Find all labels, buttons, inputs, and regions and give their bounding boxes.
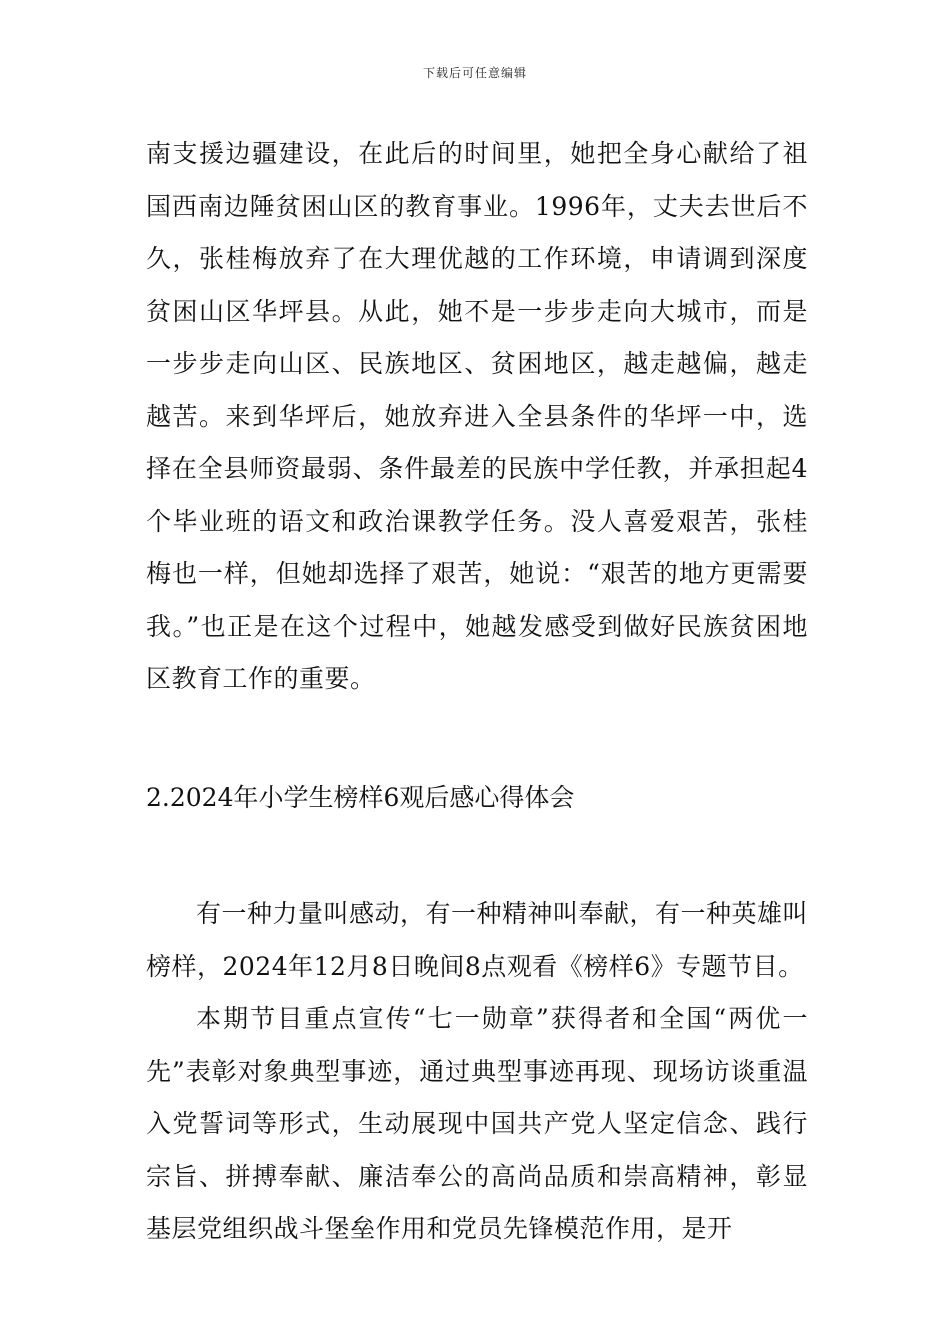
- section-heading: 2.2024年小学生榜样6观后感心得体会: [146, 782, 575, 812]
- document-body: [146, 128, 808, 1256]
- paragraph-program: 本期节目重点宣传“七一勋章”获得者和全国“两优一先”表彰对象典型事迹，通过典型事迹再现、现场访谈重温入党誓词等形式，生动展现中国共产党人坚定信念、践行宗旨、拼搏奉献、廉洁奉公的高尚品质和崇高精神，彰显基层党组织战斗堡垒作用和党员先锋模范作用，是开: [146, 1004, 808, 1243]
- page-header-note: 下载后可任意编辑: [422, 66, 527, 80]
- paragraph-continued: 南支援边疆建设，在此后的时间里，她把全身心献给了祖国西南边陲贫困山区的教育事业。1996年，丈夫去世后不久，张桂梅放弃了在大理优越的工作环境，申请调到深度贫困山区华坪县。从此，她不是一步步走向大城市，而是一步步走向山区、民族地区、贫困地区，越走越偏，越走越苦。来到华坪后，她放弃进入全县条件的华坪一中，选择在全县师资最弱、条件最差的民族中学任教，并承担起4个毕业班的语文和政治课教学任务。没人喜爱艰苦，张桂梅也一样，但她却选择了艰苦，她说：“艰苦的地方更需要我。”也正是在这个过程中，她越发感受到做好民族贫困地区教育工作的重要。: [146, 139, 808, 693]
- paragraph-intro: 有一种力量叫感动，有一种精神叫奉献，有一种英雄叫榜样，2024年12月8日晚间8点观看《榜样6》专题节目。: [146, 899, 809, 981]
